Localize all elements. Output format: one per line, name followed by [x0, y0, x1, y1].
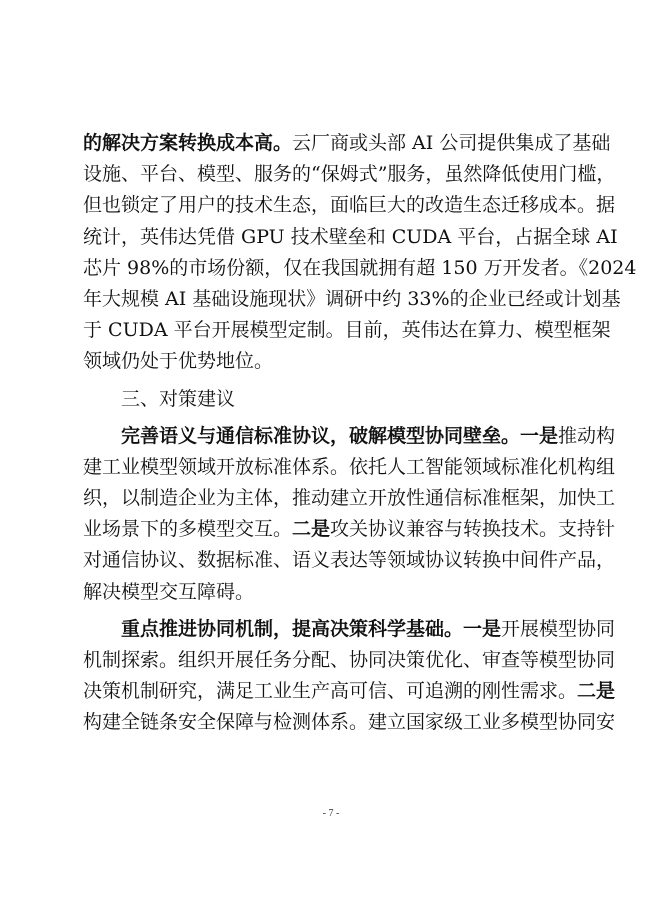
text-line: 解决模型交互障碍。: [83, 580, 255, 603]
bold-phrase: 的解决方案转换成本高。: [83, 132, 293, 154]
text-run: 攻关协议兼容与转换技术。支持针: [330, 518, 616, 541]
bold-phrase: 重点推进协同机制，提高决策科学基础。一是: [121, 617, 502, 640]
section-heading: 三、对策建议: [121, 387, 236, 410]
text-line: 芯片 98%的市场份额，仅在我国就拥有超 150 万开发者。《2024: [83, 256, 637, 279]
bold-phrase: 完善语义与通信标准协议，破解模型协同壁垒。一是: [121, 424, 559, 447]
paragraph-standards-protocols: [83, 421, 616, 608]
bold-phrase: 二是: [292, 518, 331, 541]
text-run: 开展模型协同: [501, 617, 616, 640]
text-line: 但也锁定了用户的技术生态，面临巨大的改造生态迁移成本。据: [83, 194, 616, 217]
bold-phrase: 二是: [577, 680, 616, 703]
text-line: 统计，英伟达凭借 GPU 技术壁垒和 CUDA 平台，占据全球 AI: [83, 225, 618, 248]
text-line: 对通信协议、数据标准、语义表达等领域协议转换中间件产品，: [83, 549, 616, 572]
text-line: [83, 514, 616, 545]
text-line: [83, 676, 616, 707]
text-line: [83, 128, 611, 159]
text-run: 推动构: [558, 424, 616, 447]
text-line: 建工业模型领域开放标准体系。依托人工智能领域标准化机构组: [83, 455, 616, 478]
text-run: 云厂商或头部 AI 公司提供集成了基础: [292, 132, 611, 154]
text-line: 设施、平台、模型、服务的“保姆式”服务，虽然降低使用门槛，: [83, 163, 616, 186]
text-line: 年大规模 AI 基础设施现状》调研中约 33%的企业已经或计划基: [83, 287, 621, 310]
text-run: 决策机制研究，满足工业生产高可信、可追溯的刚性需求。: [83, 680, 578, 703]
text-line: 构建全链条安全保障与检测体系。建立国家级工业多模型协同安: [83, 711, 616, 734]
text-line: 于 CUDA 平台开展模型定制。目前，英伟达在算力、模型框架: [83, 319, 611, 342]
text-line: 机制探索。组织开展任务分配、协同决策优化、审查等模型协同: [83, 649, 616, 671]
paragraph-solution-cost: [83, 128, 637, 378]
document-body: [83, 128, 637, 739]
text-line: [83, 421, 616, 452]
text-line: 织，以制造企业为主体，推动建立开放性通信标准框架，加快工: [83, 487, 616, 510]
page-number: - 7 -: [322, 808, 340, 819]
text-line: [83, 614, 616, 645]
text-line: 领域仍处于优势地位。: [83, 350, 274, 373]
paragraph-collaboration-mechanism: [83, 614, 616, 739]
text-run: 业场景下的多模型交互。: [83, 518, 293, 541]
